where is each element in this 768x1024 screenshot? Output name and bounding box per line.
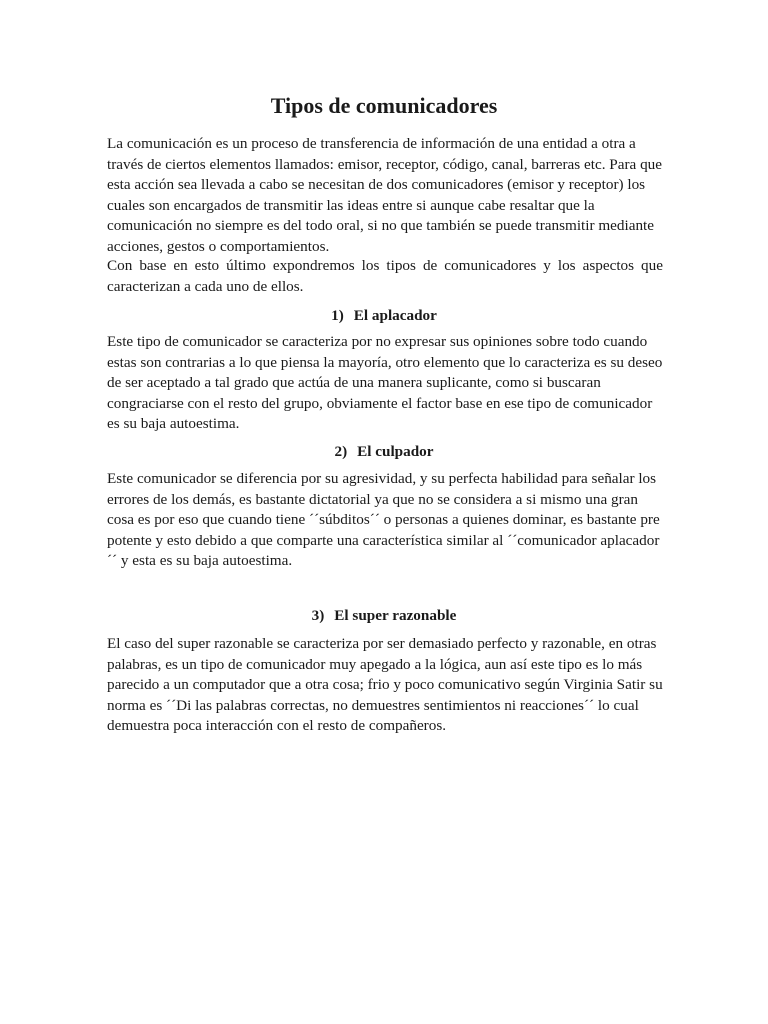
section-body-culpador: Este comunicador se diferencia por su agresividad, y su perfecta habilidad para señalar los errores de los demás, es bastante dictatorial ya que no se considera a si mismo una gran cosa es por eso que cuando tiene ´´súbditos´´ o personas a quienes dominar, es bastante pre potente y esto debido a que comparte una característica similar al ´´comunicador aplacador´´ y esta es su baja autoestima.: [107, 470, 660, 569]
section-body-super-razonable: El caso del super razonable se caracteriza por ser demasiado perfecto y razonable, en otras palabras, es un tipo de comunicador muy apegado a la lógica, aun así este tipo es lo más parecido a un computador que a otra cosa; frio y poco comunicativo según Virginia Satir su norma es ´´Di las palabras correctas, no demuestres sentimientos ni reacciones´´ lo cual demuestra poca interacción con el resto de compañeros.: [107, 635, 663, 734]
intro-paragraph-2: Con base en esto último expondremos los tipos de comunicadores y los aspectos que caracterizan a cada uno de ellos.: [107, 257, 663, 295]
page-title: Tipos de comunicadores: [270, 93, 498, 118]
section-title: El super razonable: [334, 607, 457, 624]
section-body-aplacador: Este tipo de comunicador se caracteriza por no expresar sus opiniones sobre todo cuando estas son contrarias a lo que piensa la mayoría, otro elemento que lo caracteriza es su deseo de ser aceptado a tal grado que actúa de una manera suplicante, como si buscaran congraciarse con el resto del grupo, obviamente el factor base en ese tipo de comunicador es su baja autoestima.: [107, 333, 663, 432]
section-title: El culpador: [357, 443, 434, 460]
section-number: 1): [331, 307, 344, 324]
section-heading-aplacador: [0, 306, 768, 327]
section-title: El aplacador: [353, 307, 437, 324]
intro-paragraph: La comunicación es un proceso de transferencia de información de una entidad a otra a través de ciertos elementos llamados: emisor, receptor, código, canal, barreras etc. Para que esta acción sea llevada a cabo se necesitan de dos comunicadores (emisor y receptor) los cuales son encargados de transmitir las ideas entre si aunque cabe resaltar que la comunicación no siempre es del todo oral, si no que también se puede transmitir mediante acciones, gestos o comportamientos.: [107, 135, 663, 255]
section-heading-super-razonable: [0, 606, 768, 627]
section-number: 3): [311, 607, 325, 624]
section-heading-culpador: [0, 442, 768, 463]
section-number: 2): [334, 443, 348, 460]
